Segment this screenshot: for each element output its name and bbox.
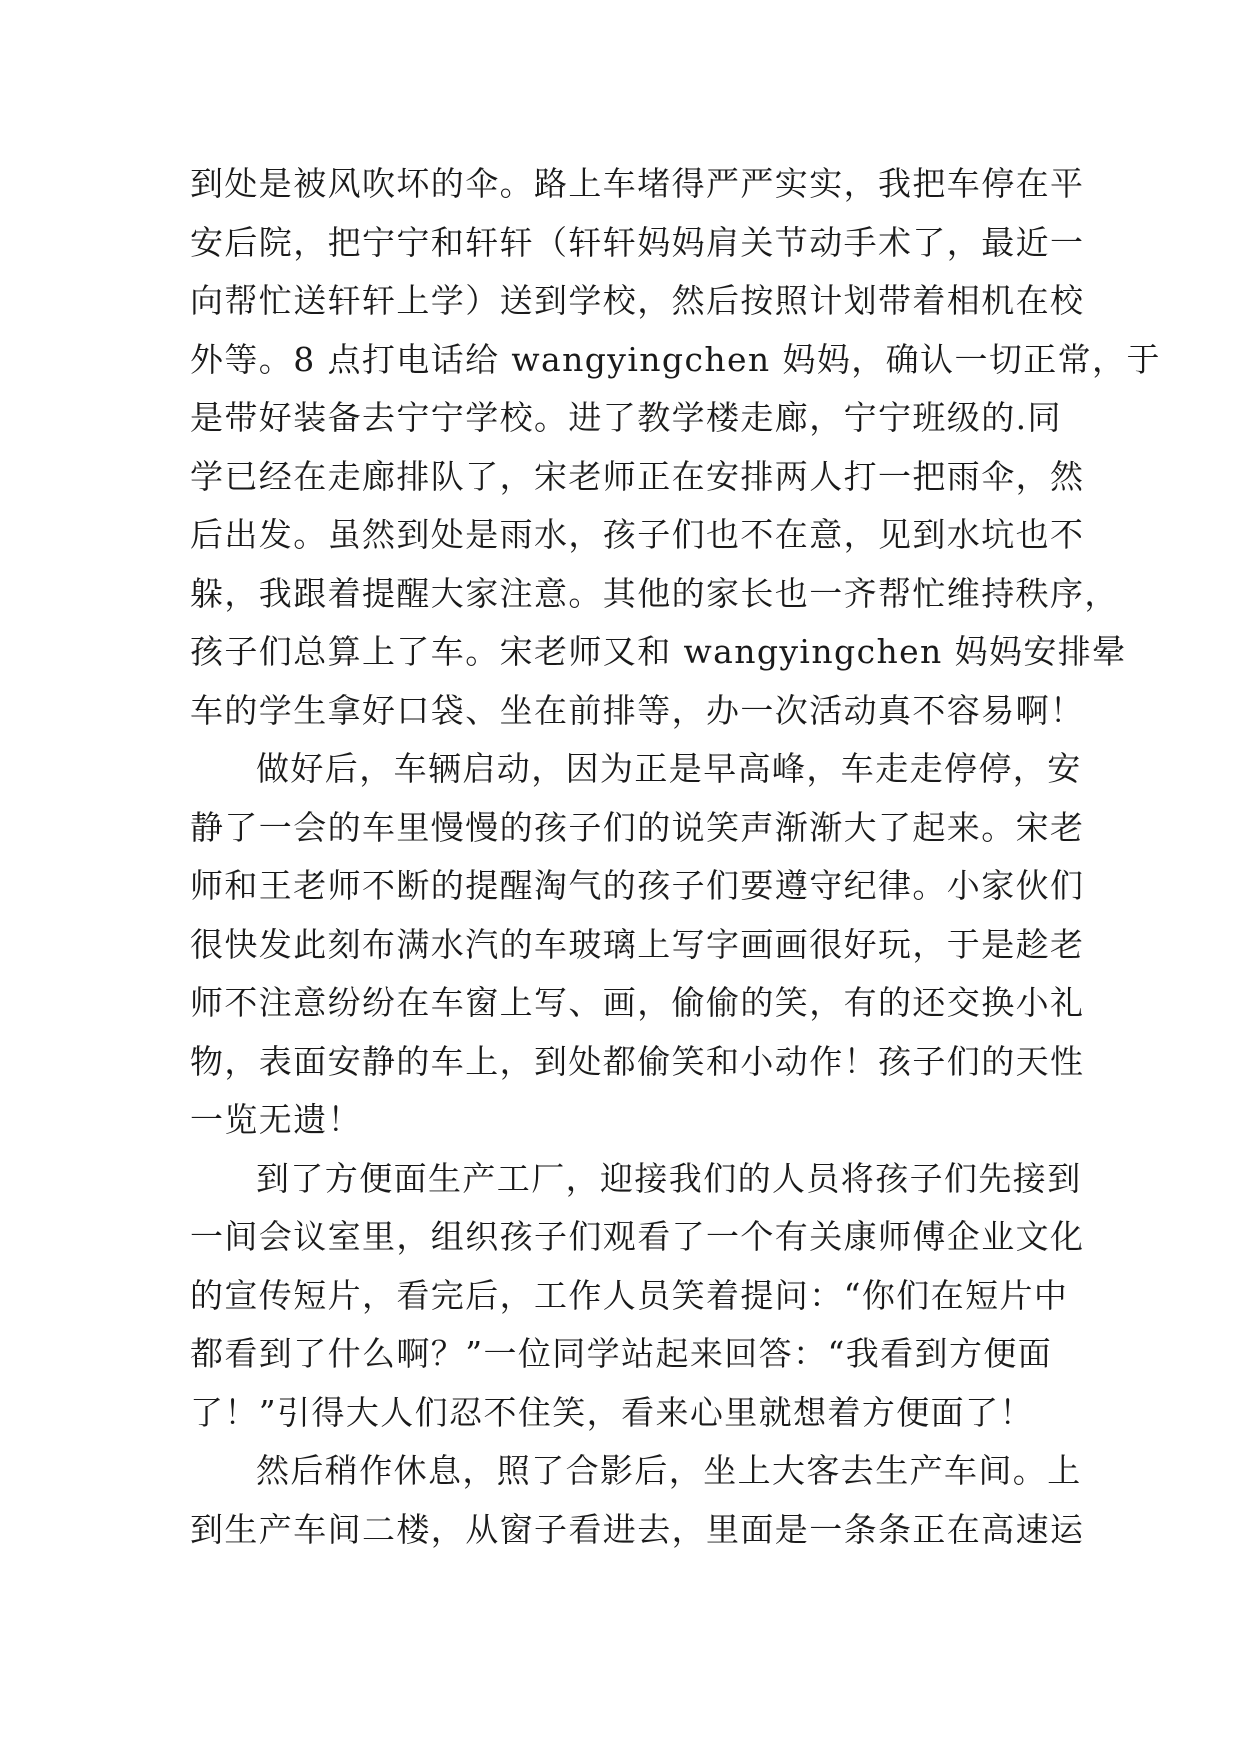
text-line: 孩子们总算上了车。宋老师又和 wangyingchen 妈妈安排晕 <box>190 632 1127 671</box>
text-line: 车的学生拿好口袋、坐在前排等，办一次活动真不容易啊！ <box>190 690 1085 730</box>
paragraph-first-line: 到了方便面生产工厂，迎接我们的人员将孩子们先接到 <box>256 1158 1082 1198</box>
text-line: 到处是被风吹坏的伞。路上车堵得严严实实，我把车停在平 <box>190 164 1085 203</box>
text-line: 静了一会的车里慢慢的孩子们的说笑声渐渐大了起来。宋老 <box>190 807 1085 847</box>
text-line: 到生产车间二楼，从窗子看进去，里面是一条条正在高速运 <box>190 1509 1085 1549</box>
text-line: 的宣传短片，看完后，工作人员笑着提问：“你们在短片中 <box>190 1275 1069 1315</box>
text-line: 很快发此刻布满水汽的车玻璃上写字画画很好玩，于是趁老 <box>190 924 1085 964</box>
text-line: 躲，我跟着提醒大家注意。其他的家长也一齐帮忙维持秩序， <box>190 573 1119 613</box>
text-line: 师不注意纷纷在车窗上写、画，偷偷的笑，有的还交换小礼 <box>190 983 1085 1022</box>
text-line: 外等。8 点打电话给 wangyingchen 妈妈，确认一切正常，于 <box>190 339 1161 379</box>
paragraph-first-line: 然后稍作休息，照了合影后，坐上大客去生产车间。上 <box>256 1451 1082 1490</box>
text-line: 是带好装备去宁宁学校。进了教学楼走廊，宁宁班级的.同 <box>190 398 1062 437</box>
text-line: 安后院，把宁宁和轩轩（轩轩妈妈肩关节动手术了，最近一 <box>190 222 1085 262</box>
text-line: 物，表面安静的车上，到处都偷笑和小动作！孩子们的天性 <box>190 1041 1085 1081</box>
text-line: 学已经在走廊排队了，宋老师正在安排两人打一把雨伞，然 <box>190 456 1085 496</box>
paragraph-first-line: 做好后，车辆启动，因为正是早高峰，车走走停停，安 <box>256 749 1082 788</box>
text-line: 向帮忙送轩轩上学）送到学校，然后按照计划带着相机在校 <box>190 281 1085 320</box>
text-line: 后出发。虽然到处是雨水，孩子们也不在意，见到水坑也不 <box>190 515 1085 554</box>
text-line: 了！”引得大人们忍不住笑，看来心里就想着方便面了！ <box>190 1392 1034 1432</box>
text-line: 都看到了什么啊？”一位同学站起来回答：“我看到方便面 <box>190 1334 1053 1373</box>
text-line: 一览无遗！ <box>190 1100 362 1139</box>
text-line: 一间会议室里，组织孩子们观看了一个有关康师傅企业文化 <box>190 1217 1085 1256</box>
body-text <box>190 155 1161 1559</box>
text-line: 师和王老师不断的提醒淘气的孩子们要遵守纪律。小家伙们 <box>190 866 1085 905</box>
